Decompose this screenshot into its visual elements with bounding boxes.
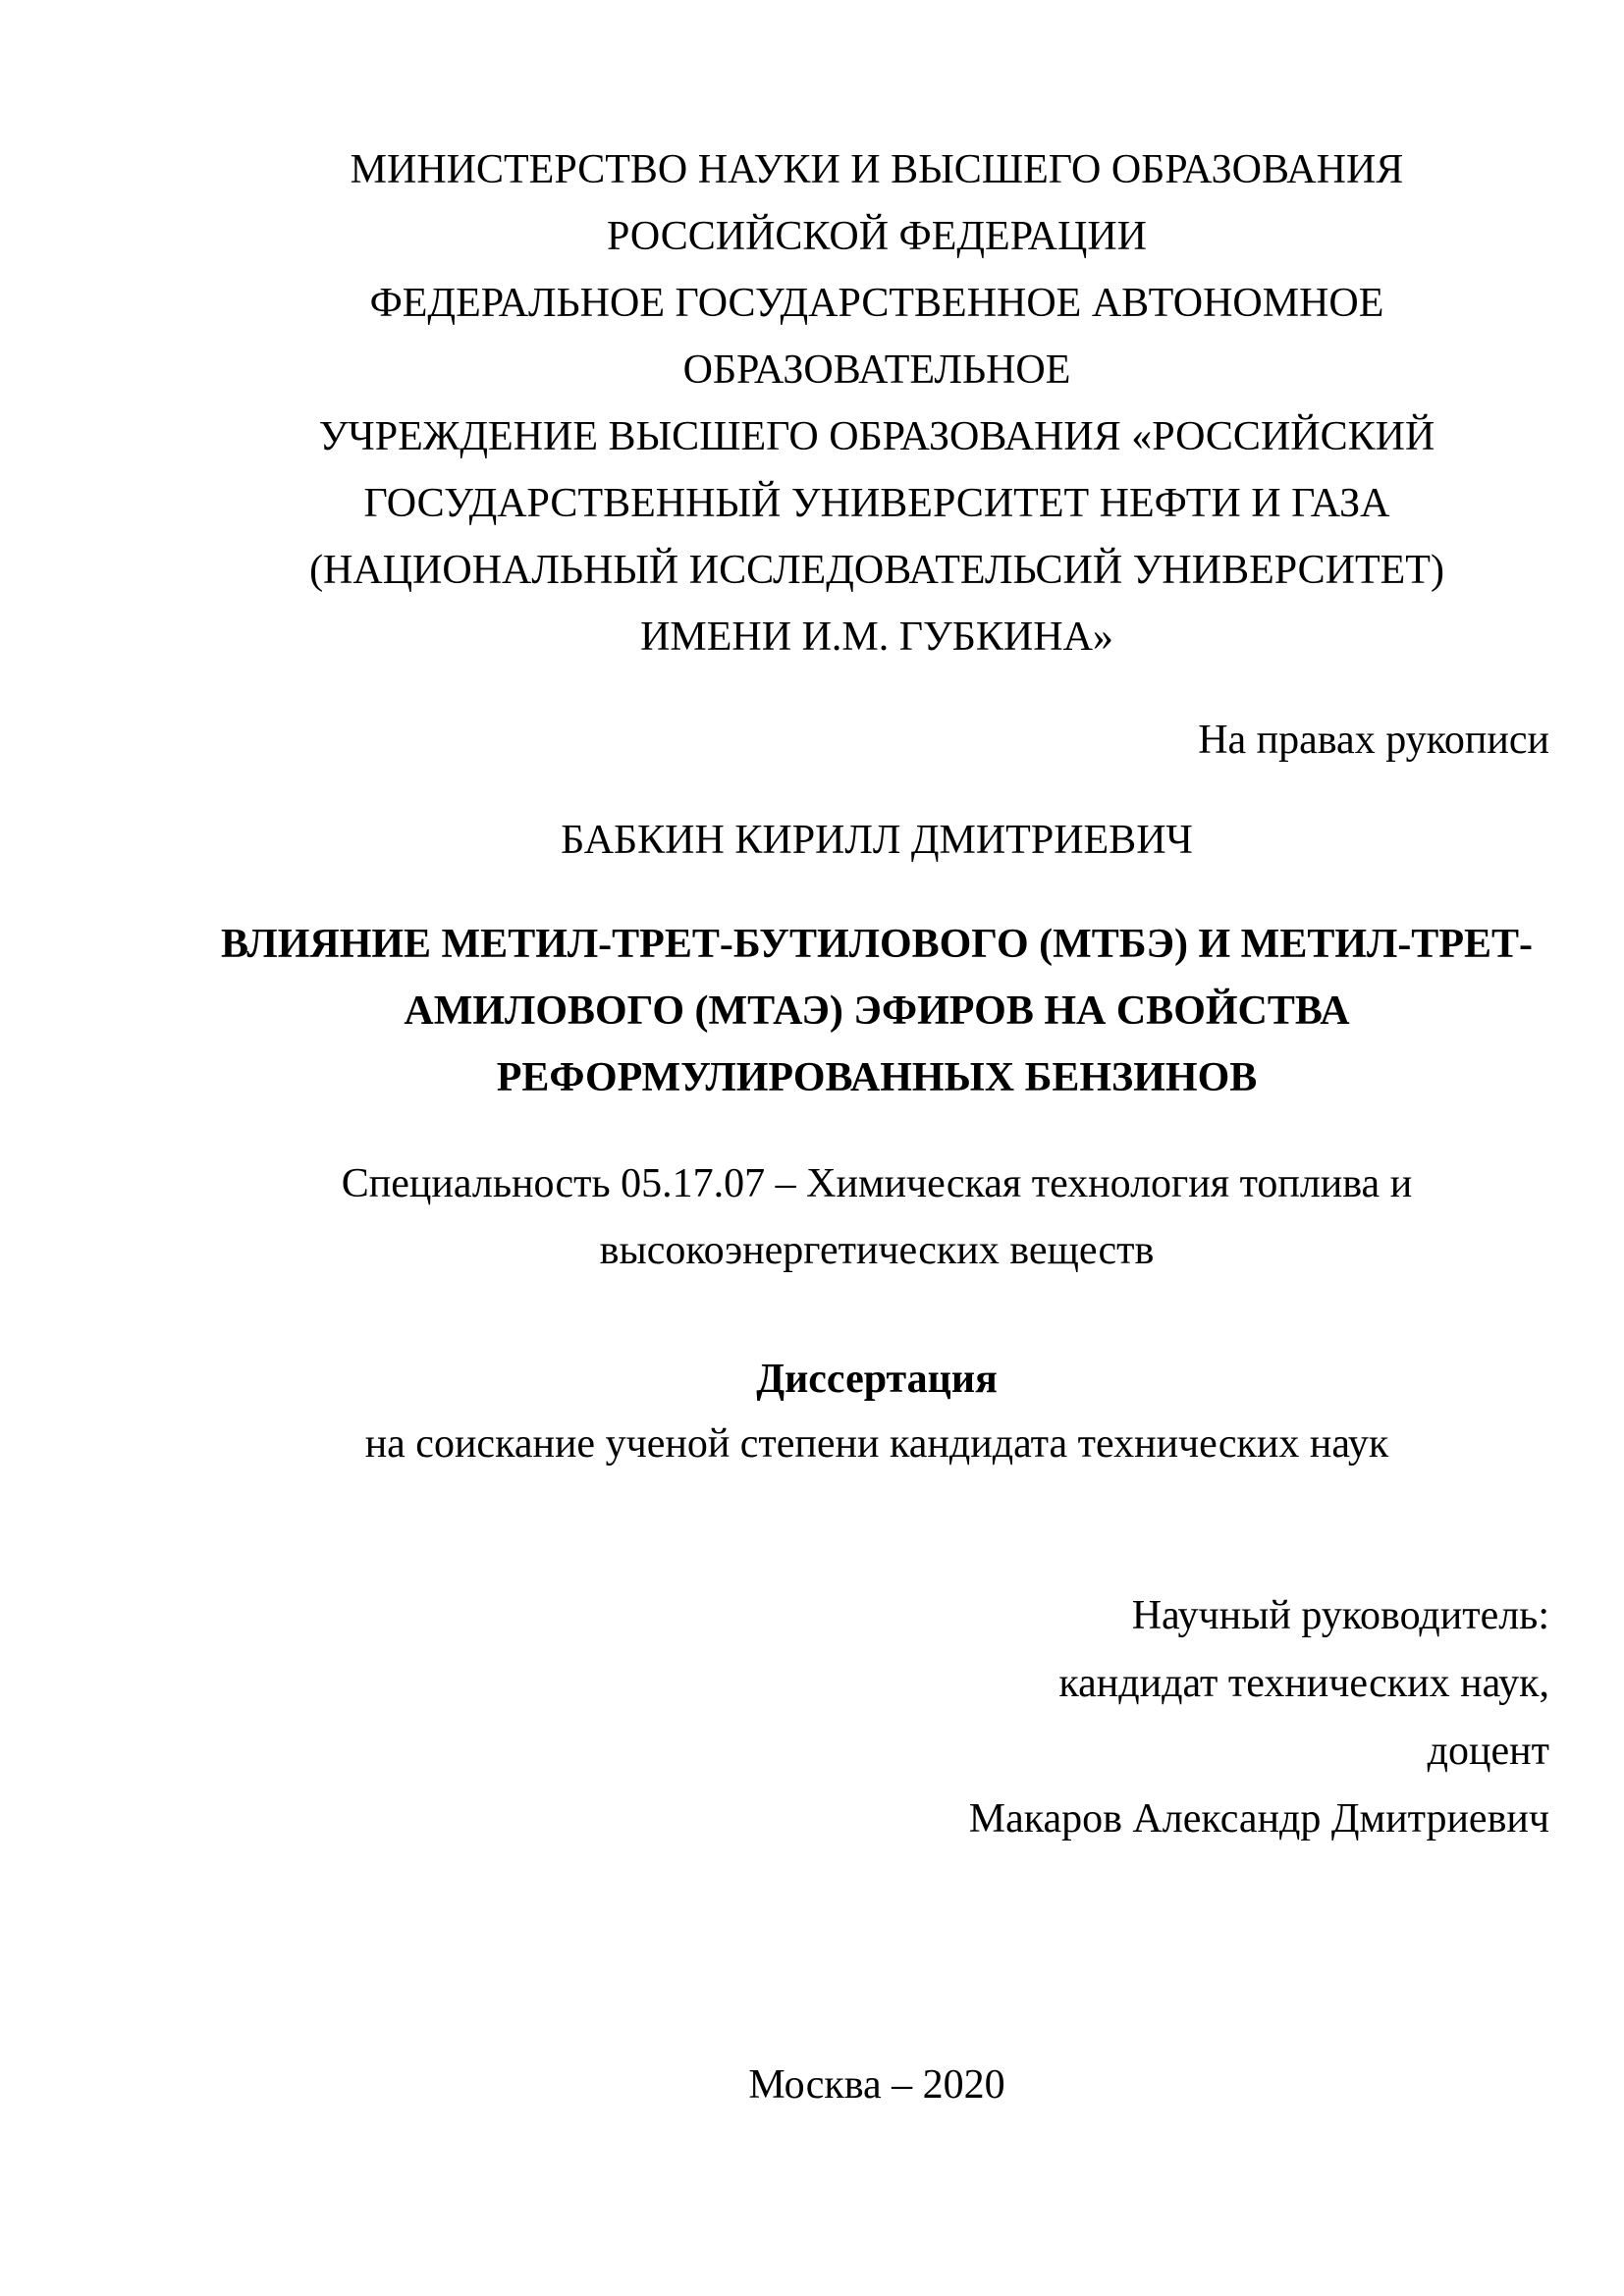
- city-year: Москва – 2020: [748, 2062, 1005, 2108]
- author-name: БАБКИН КИРИЛЛ ДМИТРИЕВИЧ: [561, 818, 1193, 863]
- supervisor-line: кандидат технических наук,: [1058, 1661, 1549, 1706]
- title-line: АМИЛОВОГО (МТАЭ) ЭФИРОВ НА СВОЙСТВА: [404, 988, 1350, 1034]
- specialty-line: Специальность 05.17.07 – Химическая технология топлива и: [341, 1161, 1413, 1206]
- title-line: ВЛИЯНИЕ МЕТИЛ-ТРЕТ-БУТИЛОВОГО (МТБЭ) И МЕТИЛ-ТРЕТ-: [220, 922, 1533, 967]
- header-line: УЧРЕЖДЕНИЕ ВЫСШЕГО ОБРАЗОВАНИЯ «РОССИЙСКИЙ: [318, 414, 1435, 459]
- title-line: РЕФОРМУЛИРОВАННЫХ БЕНЗИНОВ: [496, 1055, 1258, 1100]
- supervisor-line: Научный руководитель:: [1131, 1593, 1549, 1638]
- header-line: ФЕДЕРАЛЬНОЕ ГОСУДАРСТВЕННОЕ АВТОНОМНОЕ ОБРАЗОВАТЕЛЬНОЕ: [369, 281, 1384, 393]
- header-line: МИНИСТЕРСТВО НАУКИ И ВЫСШЕГО ОБРАЗОВАНИЯ: [350, 147, 1404, 192]
- supervisor-line: доцент: [1427, 1729, 1549, 1774]
- manuscript-rights-note: На правах рукописи: [1198, 718, 1549, 763]
- header-line: (НАЦИОНАЛЬНЫЙ ИССЛЕДОВАТЕЛЬСИЙ УНИВЕРСИТЕТ): [309, 548, 1444, 593]
- header-line: РОССИЙСКОЙ ФЕДЕРАЦИИ: [607, 214, 1147, 259]
- thesis-label: Диссертация: [756, 1357, 998, 1402]
- ministry-header: [204, 136, 1549, 670]
- supervisor-line: Макаров Александр Дмитриевич: [968, 1796, 1549, 1842]
- thesis-statement: [204, 1347, 1549, 1476]
- supervisor-info: [204, 1582, 1549, 1853]
- header-line: ГОСУДАРСТВЕННЫЙ УНИВЕРСИТЕТ НЕФТИ И ГАЗА: [363, 481, 1390, 526]
- dissertation-title: [204, 911, 1549, 1111]
- specialty: [204, 1150, 1549, 1284]
- specialty-line: высокоэнергетических веществ: [599, 1228, 1155, 1273]
- header-line: ИМЕНИ И.М. ГУБКИНА»: [640, 614, 1113, 660]
- thesis-subtitle: на соискание ученой степени кандидата технических наук: [364, 1421, 1389, 1467]
